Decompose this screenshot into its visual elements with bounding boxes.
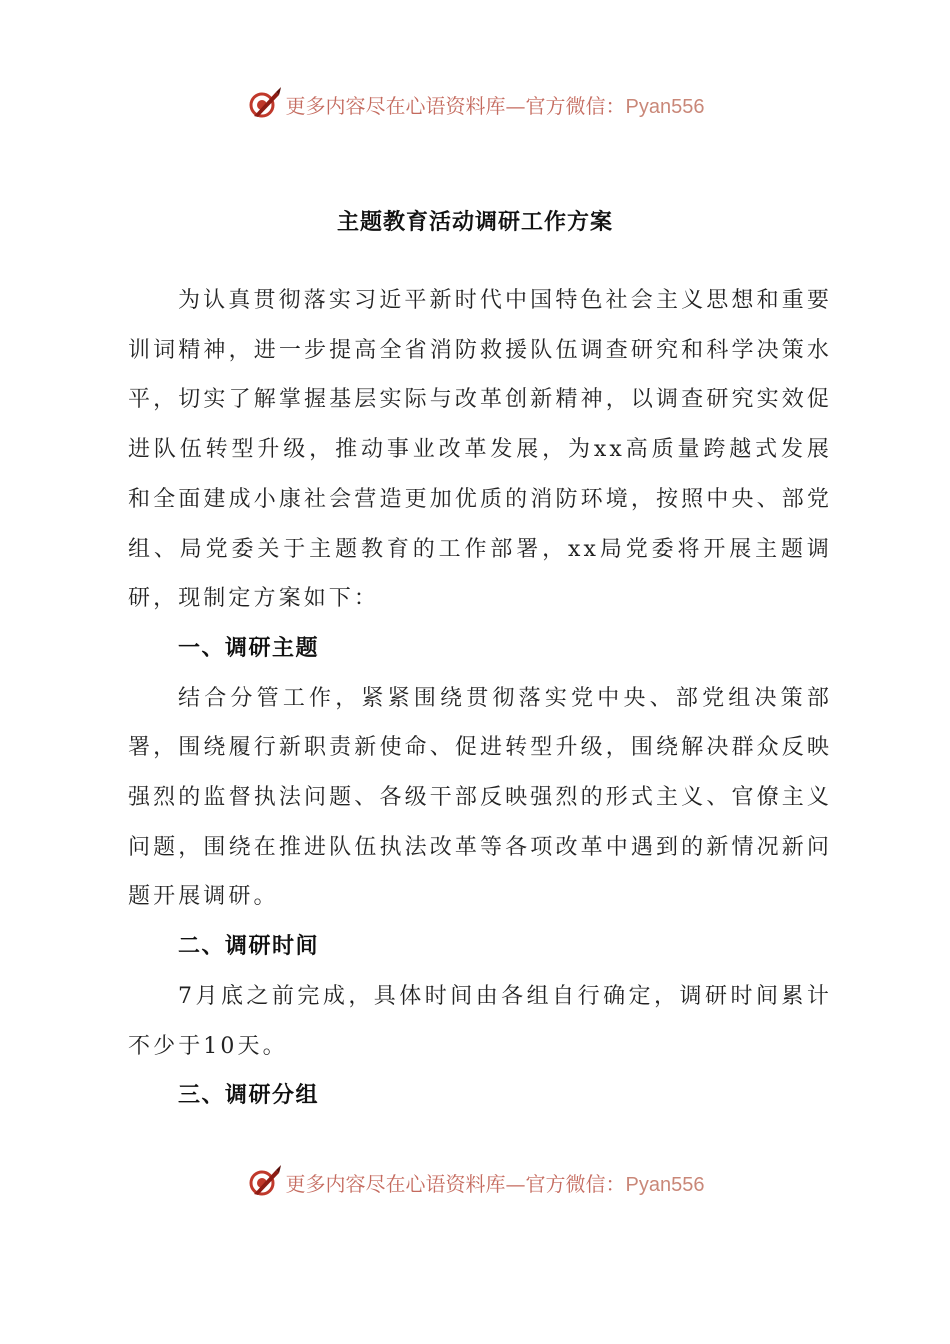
section-body-time: 7月底之前完成，具体时间由各组自行确定，调研时间累计不少于10天。 (128, 983, 832, 1059)
quill-logo-icon (246, 86, 282, 122)
watermark-text: 更多内容尽在心语资料库—官方微信：Pyan556 (285, 93, 705, 118)
intro-paragraph: 为认真贯彻落实习近平新时代中国特色社会主义思想和重要训词精神，进一步提高全省消防救援队伍调查研究和科学决策水平，切实了解掌握基层实际与改革创新精神，以调查研究实效促进队伍转型升级，推动事业改革发展，为xx高质量跨越式发展和全面建成小康社会营造更加优质的消防环境，按照中央、部党组、局党委关于主题教育的工作部署，xx局党委将开展主题调研，现制定方案如下： (128, 288, 832, 612)
document-title: 主题教育活动调研工作方案 (336, 209, 613, 235)
section-body-topic: 结合分管工作，紧紧围绕贯彻落实党中央、部党组决策部署，围绕履行新职责新使命、促进转型升级，围绕解决群众反映强烈的监督执法问题、各级干部反映强烈的形式主义、官僚主义问题，围绕在推进队伍执法改革等各项改革中遇到的新情况新问题开展调研。 (128, 685, 832, 910)
watermark-banner-bottom (0, 1160, 950, 1204)
wechat-id: Pyan556 (625, 95, 705, 118)
watermark-text: 更多内容尽在心语资料库—官方微信：Pyan556 (285, 1171, 705, 1196)
watermark-banner-top (0, 82, 950, 126)
section-heading-time: 二、调研时间 (178, 933, 320, 960)
section-heading-groups: 三、调研分组 (178, 1082, 320, 1109)
quill-logo-icon (246, 1164, 282, 1200)
watermark-group (246, 1164, 705, 1200)
document-body (128, 276, 832, 1121)
watermark-group (246, 86, 705, 122)
section-heading-topic: 一、调研主题 (178, 634, 320, 661)
wechat-id: Pyan556 (625, 1173, 705, 1196)
